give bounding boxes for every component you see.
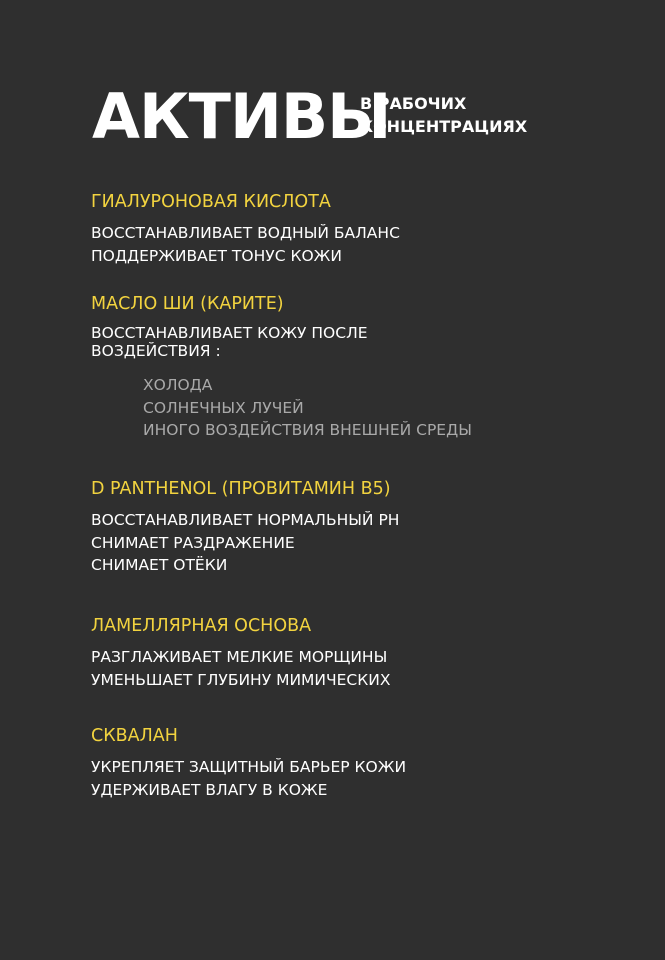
section-title: СКВАЛАН xyxy=(91,726,178,746)
section-lamellar-base xyxy=(91,614,390,691)
section-d-panthenol xyxy=(91,477,399,577)
sublist-item: СОЛНЕЧНЫХ ЛУЧЕЙ xyxy=(143,398,304,417)
section-squalane xyxy=(91,724,406,801)
section-line: УДЕРЖИВАЕТ ВЛАГУ В КОЖЕ xyxy=(91,780,328,799)
section-title: D PANTHENOL (ПРОВИТАМИН B5) xyxy=(91,479,391,499)
section-line: ПОДДЕРЖИВАЕТ ТОНУС КОЖИ xyxy=(91,246,342,265)
section-shea-butter xyxy=(91,292,472,442)
section-hyaluronic-acid xyxy=(91,190,400,267)
section-line: ВОССТАНАВЛИВАЕТ НОРМАЛЬНЫЙ PH xyxy=(91,511,400,529)
section-title: МАСЛО ШИ (КАРИТЕ) xyxy=(91,294,284,314)
page-subtitle xyxy=(360,92,527,138)
section-line: УКРЕПЛЯЕТ ЗАЩИТНЫЙ БАРЬЕР КОЖИ xyxy=(91,758,407,776)
subtitle-line-2: КОНЦЕНТРАЦИЯХ xyxy=(360,117,528,136)
section-title: ГИАЛУРОНОВАЯ КИСЛОТА xyxy=(91,192,331,212)
sublist-item: ИНОГО ВОЗДЕЙСТВИЯ ВНЕШНЕЙ СРЕДЫ xyxy=(143,421,472,439)
section-title: ЛАМЕЛЛЯРНАЯ ОСНОВА xyxy=(91,616,312,636)
section-line: РАЗГЛАЖИВАЕТ МЕЛКИЕ МОРЩИНЫ xyxy=(91,648,388,666)
section-line: ВОССТАНАВЛИВАЕТ КОЖУ ПОСЛЕ xyxy=(91,324,368,342)
sublist-item: ХОЛОДА xyxy=(143,376,213,394)
section-line: ВОССТАНАВЛИВАЕТ ВОДНЫЙ БАЛАНС xyxy=(91,224,400,242)
section-line: СНИМАЕТ РАЗДРАЖЕНИЕ xyxy=(91,533,295,552)
section-line: УМЕНЬШАЕТ ГЛУБИНУ МИМИЧЕСКИХ xyxy=(91,670,391,689)
section-line: ВОЗДЕЙСТВИЯ : xyxy=(91,342,221,360)
page-title: АКТИВЫ xyxy=(92,80,391,153)
section-line: СНИМАЕТ ОТЁКИ xyxy=(91,556,228,574)
section-sublist xyxy=(143,374,472,442)
subtitle-line-1: В РАБОЧИХ xyxy=(360,94,467,113)
